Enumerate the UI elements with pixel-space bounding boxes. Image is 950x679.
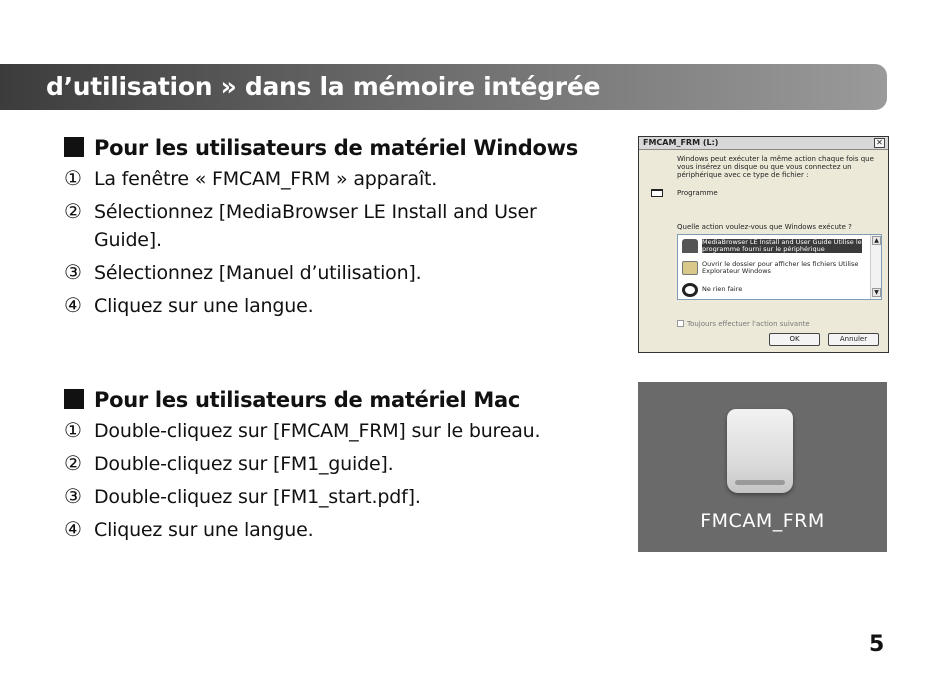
- square-bullet-icon: [64, 137, 84, 157]
- square-bullet-icon: [64, 389, 84, 409]
- mac-step-2: [64, 449, 394, 478]
- folder-icon: [682, 261, 698, 275]
- step-number: ①: [64, 166, 82, 190]
- step-text: Cliquez sur une langue.: [94, 295, 314, 317]
- step-text: Double-cliquez sur [FM1_guide].: [94, 453, 394, 475]
- option-label: Ouvrir le dossier pour afficher les fichiers Utilise Explorateur Windows: [702, 260, 859, 275]
- drive-slot: [735, 480, 785, 485]
- action-list[interactable]: [677, 234, 882, 300]
- dialog-title: FMCAM_FRM (L:): [643, 138, 719, 147]
- step-number: ④: [64, 517, 82, 541]
- banner-title: d’utilisation » dans la mémoire intégrée: [46, 72, 601, 101]
- always-do-row[interactable]: [677, 320, 810, 328]
- windows-heading-text: Pour les utilisateurs de matériel Windows: [94, 136, 578, 160]
- windows-step-3: [64, 258, 421, 287]
- mac-step-1: [64, 416, 540, 445]
- section-banner: [0, 64, 887, 110]
- dialog-description: Windows peut exécuter la même action chaque fois que vous insérez un disque ou que vous connectez un périphérique avec ce type de fichier :: [677, 155, 874, 179]
- drive-label: FMCAM_FRM: [700, 510, 825, 532]
- step-number: ②: [64, 199, 82, 223]
- option-label: MediaBrowser LE Install and User Guide Utilise le programme fourni sur le périphérique: [702, 238, 862, 253]
- step-text: Sélectionnez [MediaBrowser LE Install and User: [94, 201, 537, 223]
- step-text: Cliquez sur une langue.: [94, 519, 314, 541]
- step-number: ④: [64, 293, 82, 317]
- drive-icon[interactable]: [727, 409, 793, 493]
- dialog-question: Quelle action voulez-vous que Windows exécute ?: [677, 223, 852, 231]
- action-option-open-folder[interactable]: [680, 259, 866, 278]
- page-number: 5: [869, 632, 885, 657]
- program-window-icon: [651, 189, 663, 197]
- program-label: Programme: [677, 189, 718, 197]
- step-number: ①: [64, 418, 82, 442]
- step-text: Double-cliquez sur [FMCAM_FRM] sur le bureau.: [94, 420, 541, 442]
- mac-heading-text: Pour les utilisateurs de matériel Mac: [94, 388, 520, 412]
- windows-step-1: [64, 164, 437, 193]
- step-text-continued: Guide].: [94, 229, 162, 251]
- windows-autoplay-dialog: [638, 136, 889, 353]
- cancel-button[interactable]: Annuler: [828, 333, 879, 346]
- checkbox-label: Toujours effectuer l'action suivante: [687, 320, 810, 328]
- always-do-checkbox[interactable]: [677, 320, 684, 327]
- mac-desktop-drive: [638, 382, 887, 552]
- step-text: Sélectionnez [Manuel d’utilisation].: [94, 262, 422, 284]
- step-number: ②: [64, 451, 82, 475]
- step-text: La fenêtre « FMCAM_FRM » apparaît.: [94, 168, 438, 190]
- action-option-do-nothing[interactable]: [680, 281, 866, 300]
- windows-step-2: [64, 197, 537, 254]
- option-label: Ne rien faire: [702, 285, 743, 293]
- action-option-mediabrowser[interactable]: [680, 237, 866, 256]
- windows-section-heading: [64, 136, 578, 160]
- mac-section-heading: [64, 388, 520, 412]
- no-action-icon: [682, 283, 698, 297]
- scroll-up-icon[interactable]: ▲: [872, 236, 881, 245]
- step-text: Double-cliquez sur [FM1_start.pdf].: [94, 486, 421, 508]
- mac-step-3: [64, 482, 421, 511]
- scroll-down-icon[interactable]: ▼: [872, 288, 881, 297]
- step-number: ③: [64, 260, 82, 284]
- mediabrowser-icon: [682, 239, 698, 253]
- dialog-titlebar: [639, 137, 888, 150]
- mac-step-4: [64, 515, 313, 544]
- windows-step-4: [64, 291, 313, 320]
- ok-button[interactable]: OK: [769, 333, 820, 346]
- step-number: ③: [64, 484, 82, 508]
- close-icon[interactable]: ✕: [874, 138, 885, 148]
- list-scrollbar[interactable]: [870, 235, 881, 299]
